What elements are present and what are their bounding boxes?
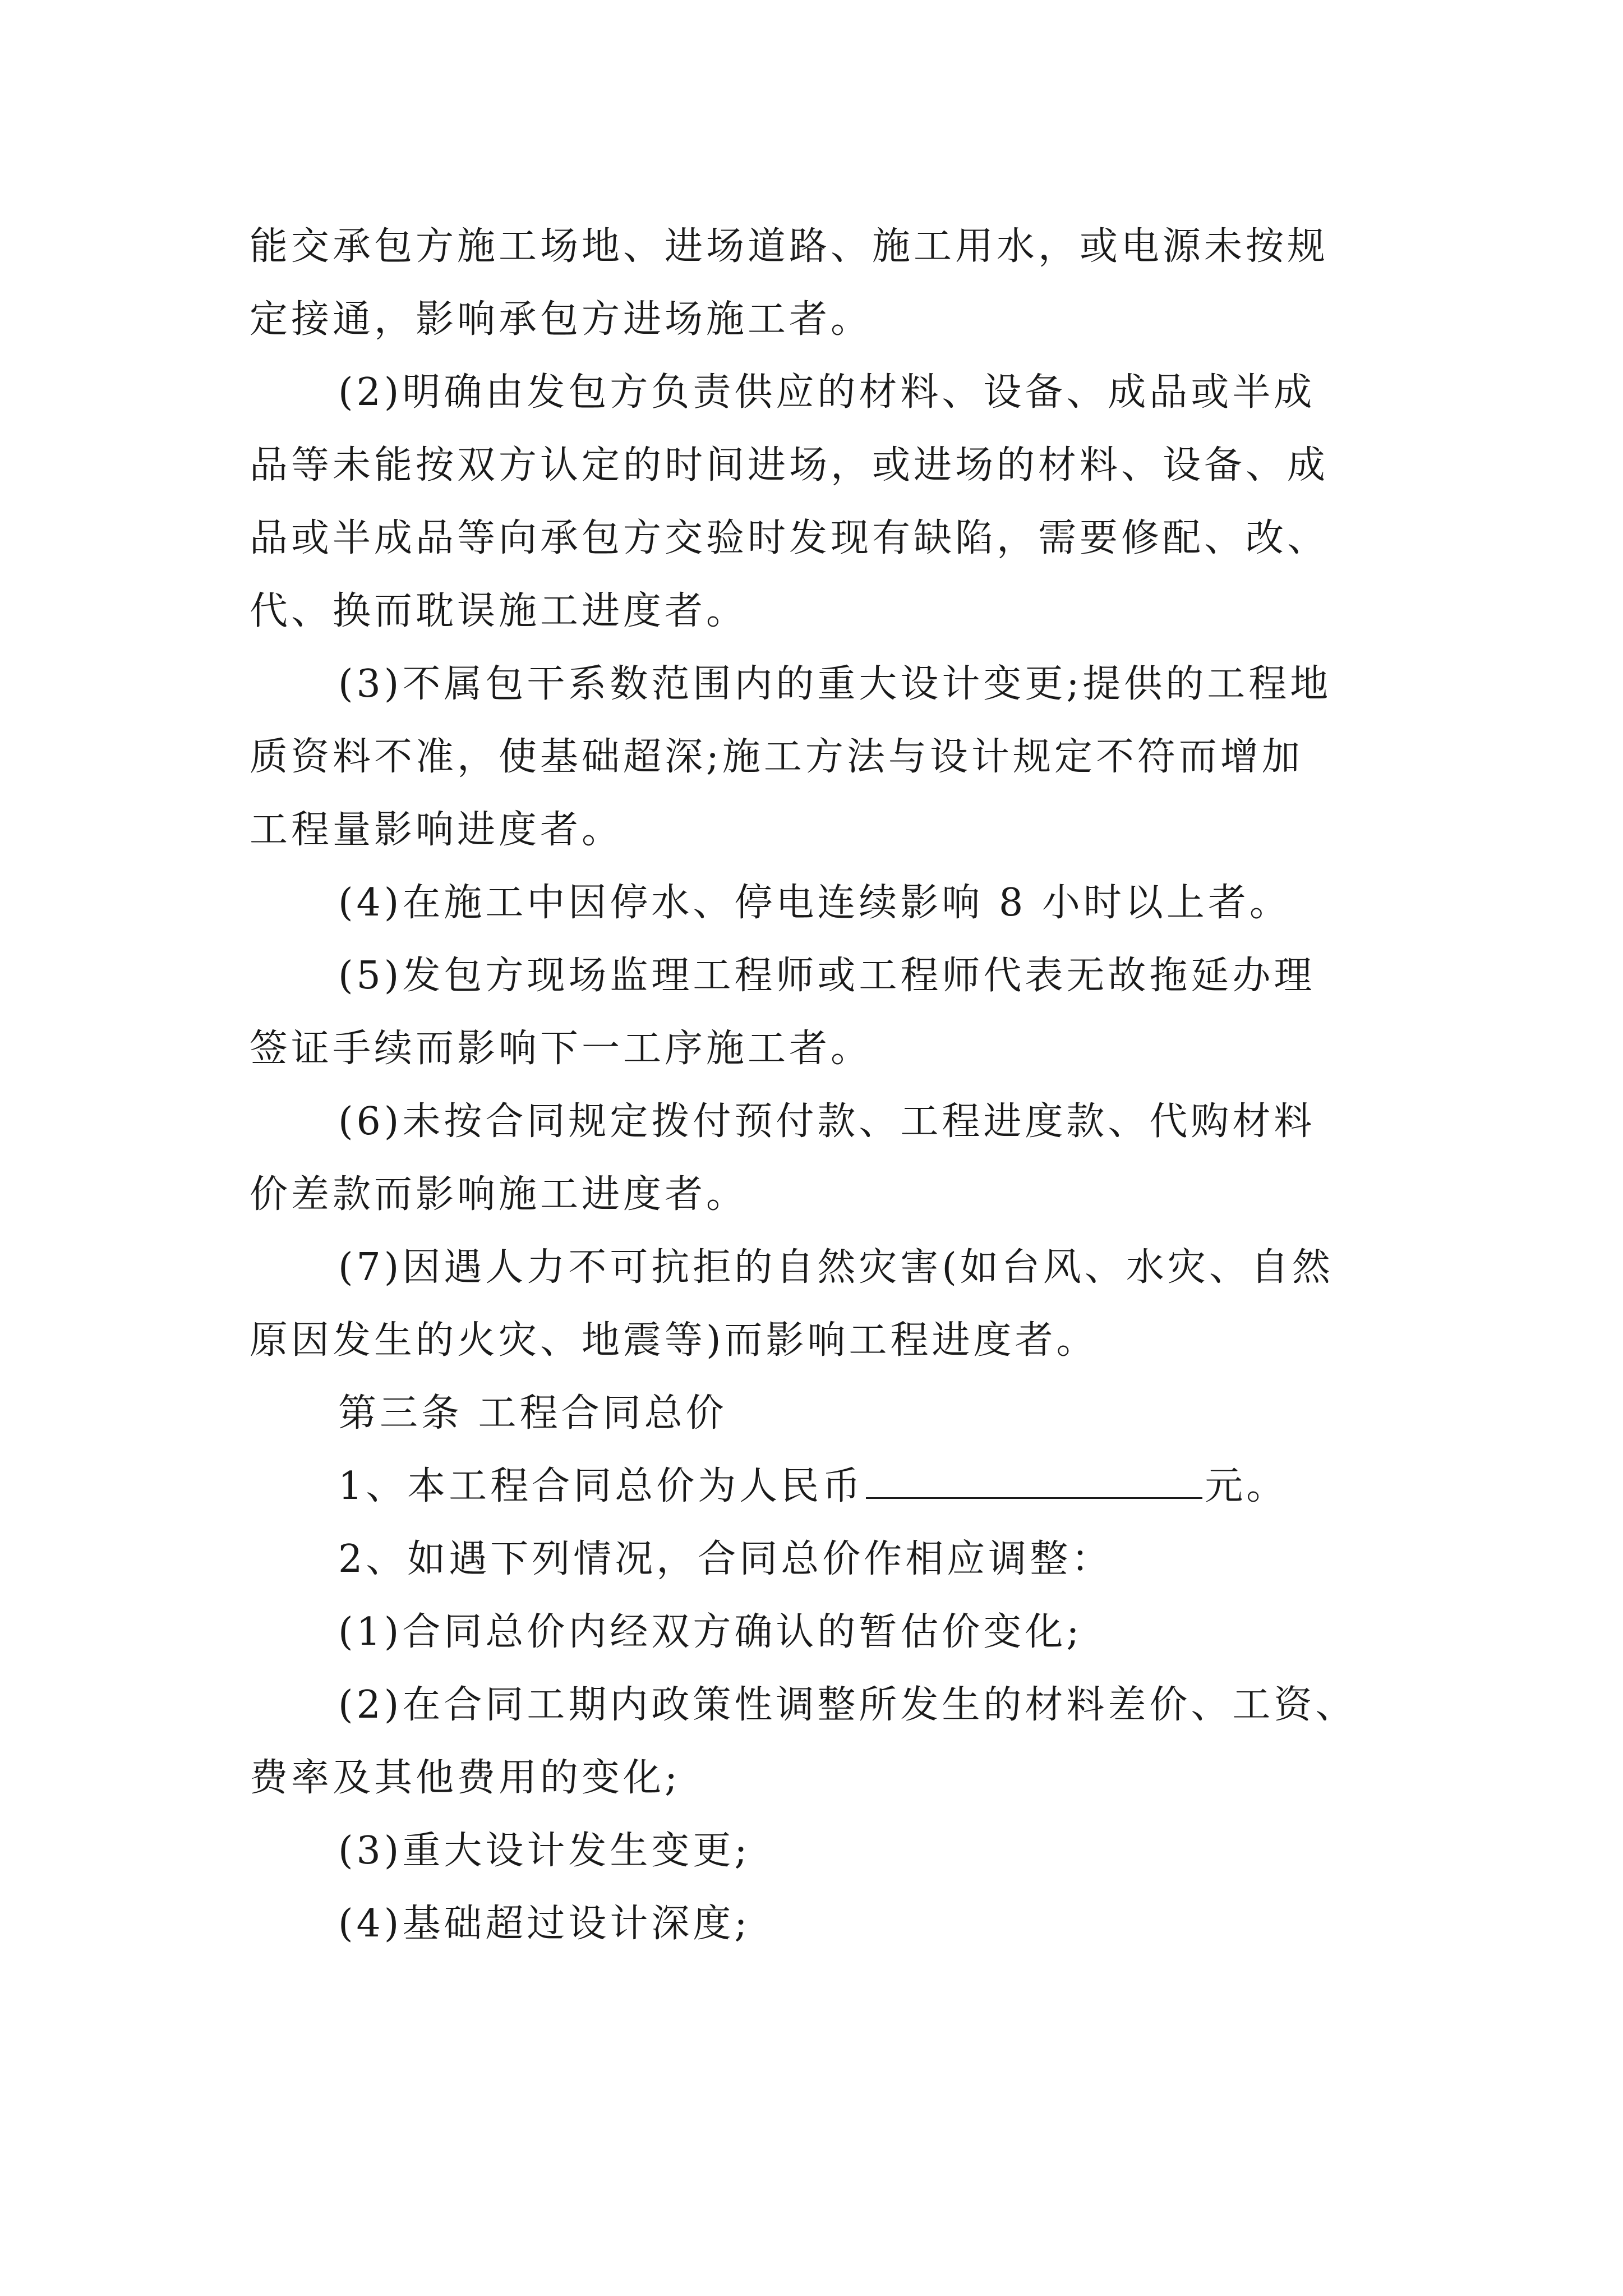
amount-blank-field[interactable] bbox=[866, 1466, 1202, 1499]
text-line: 品或半成品等向承包方交验时发现有缺陷，需要修配、改、 bbox=[250, 516, 1329, 560]
item-1-suffix: 元。 bbox=[1205, 1464, 1288, 1508]
text-line: 工程量影响进度者。 bbox=[250, 808, 624, 852]
paragraph-clause-4 bbox=[250, 867, 1388, 940]
paragraph-clause-6 bbox=[250, 1085, 1388, 1231]
contract-text bbox=[250, 210, 1388, 1961]
item-2-adjustment: 2、如遇下列情况，合同总价作相应调整： bbox=[338, 1537, 1113, 1581]
item-1-total-price bbox=[250, 1450, 1388, 1523]
sub-item-2 bbox=[250, 1669, 1388, 1815]
text-line: 能交承包方施工场地、进场道路、施工用水，或电源未按规 bbox=[250, 224, 1329, 269]
item-1-prefix: 1、本工程合同总价为人民币 bbox=[338, 1464, 864, 1508]
text-line: (2)在合同工期内政策性调整所发生的材料差价、工资、 bbox=[338, 1683, 1357, 1727]
text-line: 原因发生的火灾、地震等)而影响工程进度者。 bbox=[250, 1318, 1098, 1363]
article-3-heading: 第三条 工程合同总价 bbox=[338, 1391, 727, 1435]
text-line: 价差款而影响施工进度者。 bbox=[250, 1172, 748, 1217]
text-line: (2)明确由发包方负责供应的材料、设备、成品或半成 bbox=[338, 370, 1316, 415]
text-line: (3)不属包干系数范围内的重大设计变更;提供的工程地 bbox=[338, 662, 1332, 706]
paragraph-clause-5 bbox=[250, 940, 1388, 1085]
sub-item-3: (3)重大设计发生变更; bbox=[338, 1829, 751, 1873]
text-line: 代、换而耽误施工进度者。 bbox=[250, 589, 748, 633]
text-line: 签证手续而影响下一工序施工者。 bbox=[250, 1027, 873, 1071]
paragraph-site-handover bbox=[250, 210, 1388, 356]
text-line: (4)在施工中因停水、停电连续影响 8 小时以上者。 bbox=[338, 881, 1291, 925]
text-line: 定接通，影响承包方进场施工者。 bbox=[250, 297, 873, 342]
paragraph-clause-3 bbox=[250, 648, 1388, 867]
paragraph-clause-7 bbox=[250, 1231, 1388, 1377]
paragraph-clause-2 bbox=[250, 356, 1388, 648]
text-line: (5)发包方现场监理工程师或工程师代表无故拖延办理 bbox=[338, 954, 1316, 998]
sub-item-4: (4)基础超过设计深度; bbox=[338, 1902, 751, 1946]
text-line: (7)因遇人力不可抗拒的自然灾害(如台风、水灾、自然 bbox=[338, 1245, 1334, 1290]
sub-item-1: (1)合同总价内经双方确认的暂估价变化; bbox=[338, 1610, 1083, 1654]
text-line: (6)未按合同规定拨付预付款、工程进度款、代购材料 bbox=[338, 1099, 1316, 1144]
text-line: 质资料不准，使基础超深;施工方法与设计规定不符而增加 bbox=[250, 735, 1303, 779]
text-line: 费率及其他费用的变化; bbox=[250, 1756, 681, 1800]
text-line: 品等未能按双方认定的时间进场，或进场的材料、设备、成 bbox=[250, 443, 1329, 487]
